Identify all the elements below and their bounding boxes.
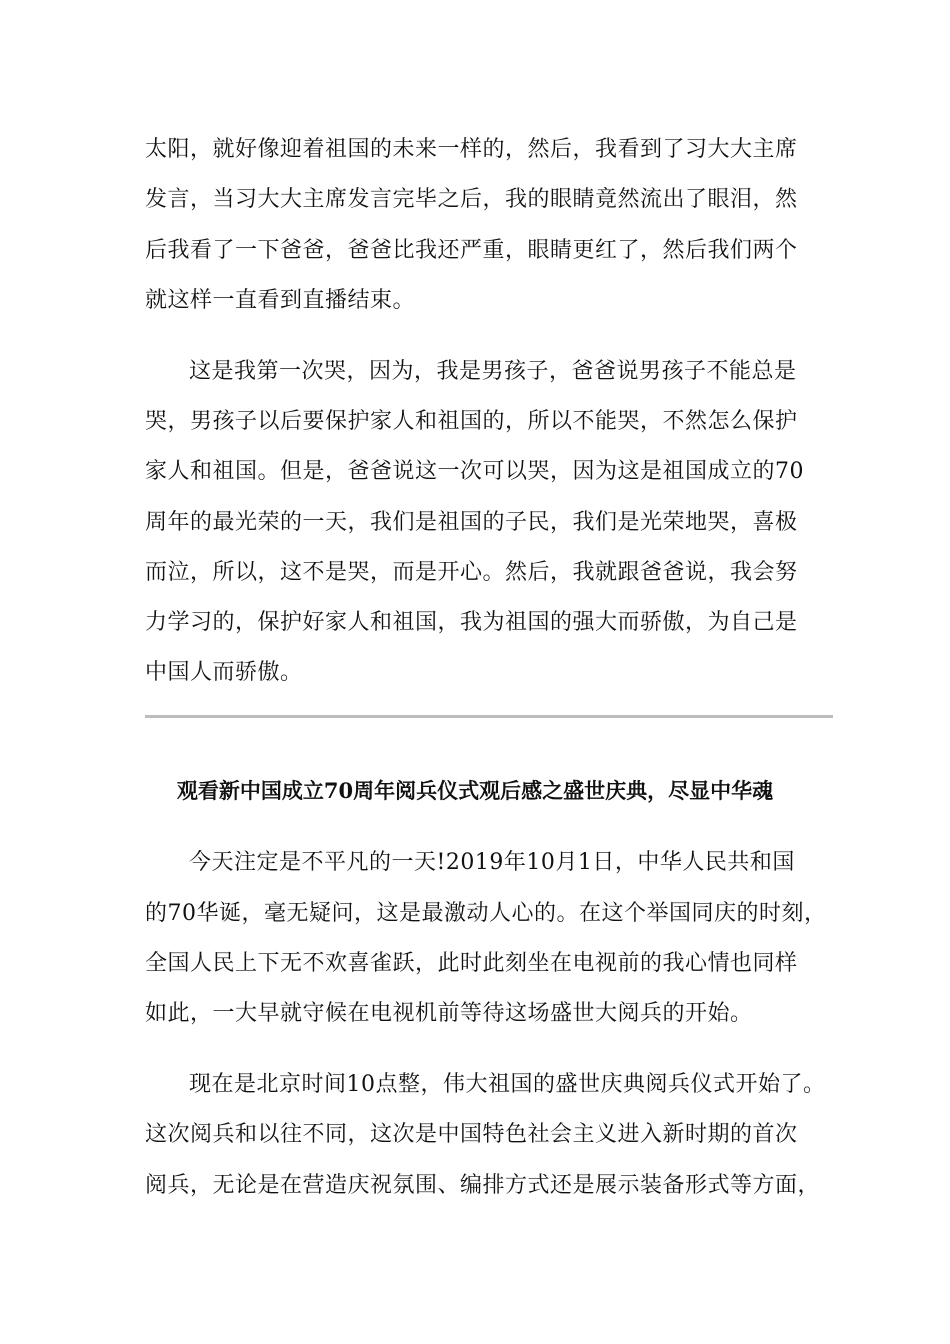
text-line: 周年的最光荣的一天，我们是祖国的子民，我们是光荣地哭，喜极: [145, 510, 798, 535]
text-line: 这是我第一次哭，因为，我是男孩子，爸爸说男孩子不能总是: [189, 359, 797, 384]
text-line: 就这样一直看到直播结束。: [145, 288, 416, 313]
text-line: 家人和祖国。但是，爸爸说这一次可以哭，因为这是祖国成立的70: [145, 459, 804, 484]
text-line: 现在是北京时间10点整，伟大祖国的盛世庆典阅兵仪式开始了。: [189, 1072, 826, 1097]
text-line: 太阳，就好像迎着祖国的未来一样的，然后，我看到了习大大主席: [145, 137, 798, 162]
text-line: 这次阅兵和以往不同，这次是中国特色社会主义进入新时期的首次: [145, 1122, 798, 1147]
text-line: 中国人而骄傲。: [145, 660, 303, 685]
text-line: 今天注定是不平凡的一天!2019年10月1日，中华人民共和国: [189, 850, 795, 875]
text-line: 的70华诞，毫无疑问，这是最激动人心的。在这个举国同庆的时刻，: [145, 901, 827, 926]
text-line: 后我看了一下爸爸，爸爸比我还严重，眼睛更红了，然后我们两个: [145, 238, 798, 263]
text-line: 力学习的，保护好家人和祖国，我为祖国的强大而骄傲，为自己是: [145, 610, 798, 635]
text-line: 哭，男孩子以后要保护家人和祖国的，所以不能哭，不然怎么保护: [145, 409, 798, 434]
text-line: 如此，一大早就守候在电视机前等待这场盛世大阅兵的开始。: [145, 1001, 753, 1026]
text-line: 全国人民上下无不欢喜雀跃，此时此刻坐在电视前的我心情也同样: [145, 951, 798, 976]
article-title: 观看新中国成立70周年阅兵仪式观后感之盛世庆典，尽显中华魂: [176, 778, 774, 803]
section-divider: [145, 715, 833, 718]
text-line: 而泣，所以，这不是哭，而是开心。然后，我就跟爸爸说，我会努: [145, 560, 798, 585]
text-line: 发言，当习大大主席发言完毕之后，我的眼睛竟然流出了眼泪，然: [145, 187, 798, 212]
text-line: 阅兵，无论是在营造庆祝氛围、编排方式还是展示装备形式等方面，: [145, 1173, 821, 1198]
